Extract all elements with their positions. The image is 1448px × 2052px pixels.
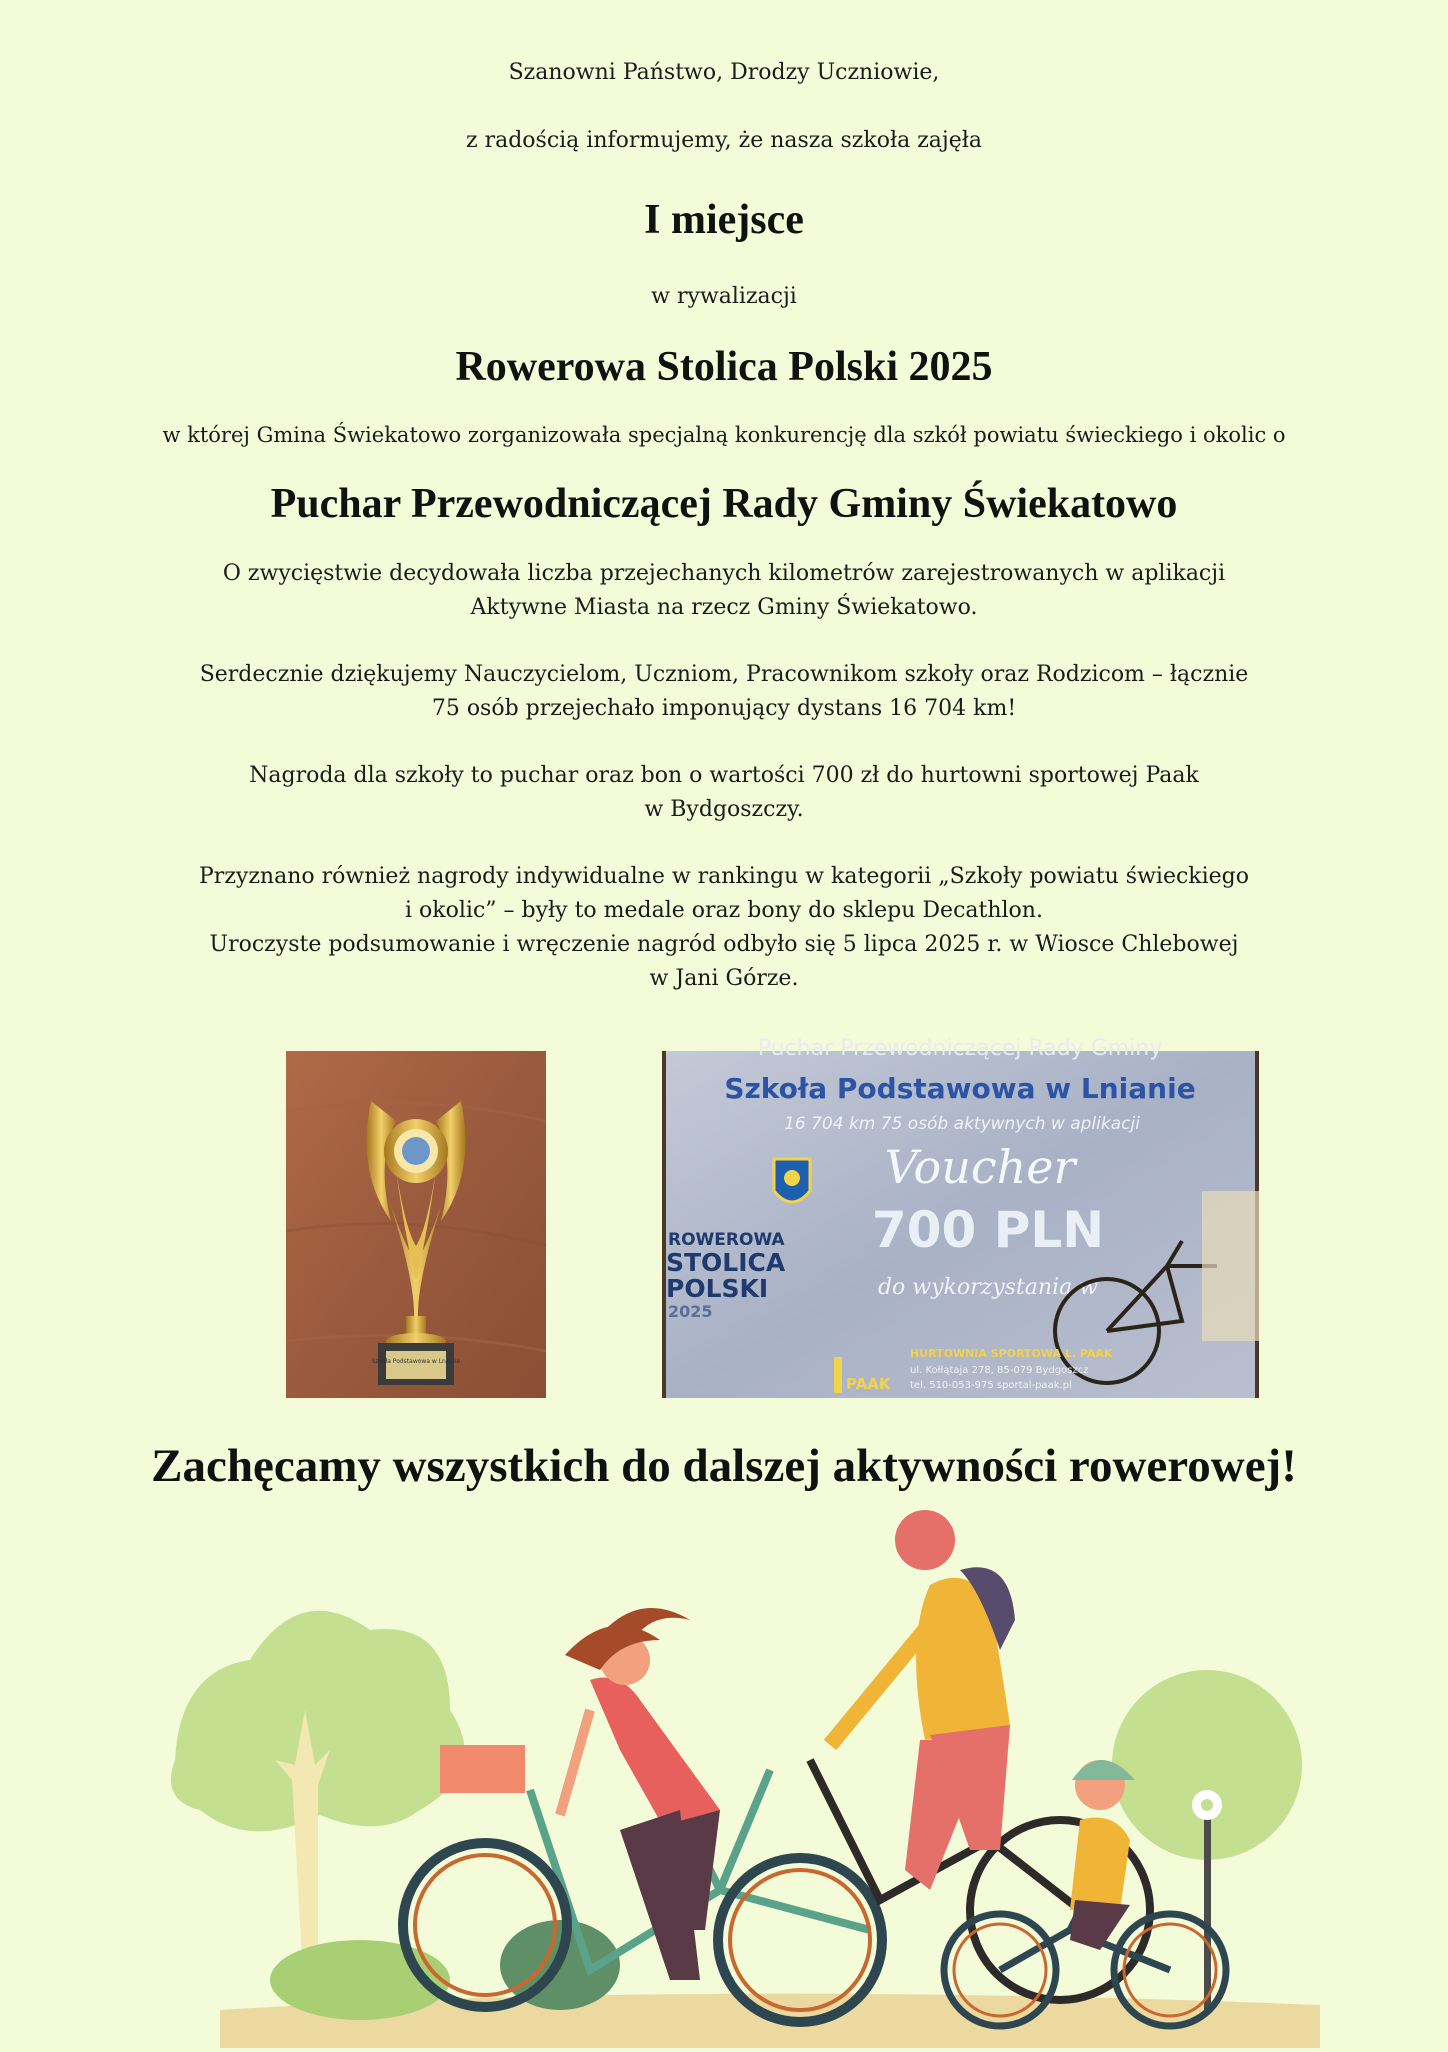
paragraph-4-line-2: i okolic” – były to medale oraz bony do sklepu Decathlon. (405, 898, 1043, 923)
man-cyclist (830, 1510, 1015, 1890)
voucher-photo (662, 1036, 1259, 1398)
brand-line-1: ROWEROWA (668, 1230, 785, 1250)
paragraph-2-line-2: 75 osób przejechało imponujący dystans 16 704 km! (431, 696, 1017, 721)
voucher-image (662, 1036, 1259, 1398)
voucher-top-text: Puchar Przewodniczącej Rady Gminy (757, 1036, 1163, 1061)
trophy-image (286, 1051, 546, 1398)
trophy-photo (286, 1051, 546, 1398)
paragraph-5-line-2: w Jani Górze. (649, 966, 799, 991)
voucher-usage-text: do wykorzystania w (877, 1275, 1099, 1300)
voucher-address-text: ul. Kołłątaja 278, 85-079 Bydgoszcz (910, 1365, 1089, 1376)
cycling-illustration (0, 1510, 1448, 2048)
competition-title: Rowerowa Stolica Polski 2025 (455, 344, 993, 390)
brand-line-3: POLSKI (666, 1274, 769, 1303)
paragraph-5-line-1: Uroczyste podsumowanie i wręczenie nagród odbyło się 5 lipca 2025 r. w Wiosce Chlebowej (209, 932, 1239, 957)
paragraph-2-line-1: Serdecznie dziękujemy Nauczycielom, Uczniom, Pracownikom szkoły oraz Rodzicom – łącznie (199, 662, 1249, 687)
paragraph-1-line-2: Aktywne Miasta na rzecz Gminy Świekatowo. (470, 595, 978, 620)
brand-line-4: 2025 (668, 1302, 713, 1321)
voucher-school-text: Szkoła Podstawowa w Lnianie (724, 1072, 1196, 1105)
paragraph-4-line-1: Przyznano również nagrody indywidualne w rankingu w kategorii „Szkoły powiatu świeckiego (199, 864, 1249, 889)
organizer-text: w której Gmina Świekatowo zorganizowała specjalną konkurencję dla szkół powiatu świeckiego i okolic o (162, 423, 1286, 447)
paragraph-3-line-1: Nagroda dla szkoły to puchar oraz bon o wartości 700 zł do hurtowni sportowej Paak (249, 763, 1199, 788)
voucher-shop-text: HURTOWNIA SPORTOWA L. PAAK (910, 1347, 1113, 1360)
voucher-stats-text: 16 704 km 75 osób aktywnych w aplikacji (784, 1114, 1140, 1134)
paragraph-3-line-2: w Bydgoszczy. (644, 797, 804, 822)
family-cycling-illustration (0, 1510, 1448, 2048)
voucher-phone-text: tel. 510-053-975 sportal-paak.pl (910, 1380, 1072, 1391)
voucher-logo-text: PAAK (846, 1375, 891, 1393)
intro-text: z radością informujemy, że nasza szkoła zajęła (465, 128, 982, 153)
voucher-amount-text: 700 PLN (871, 1201, 1105, 1259)
brand-line-2: STOLICA (666, 1248, 786, 1277)
closing-headline: Zachęcamy wszystkich do dalszej aktywności rowerowej! (151, 1440, 1297, 1492)
paragraph-1-line-1: O zwycięstwie decydowała liczba przejechanych kilometrów zarejestrowanych w aplikacji (222, 561, 1226, 586)
plaque-text: Szkoła Podstawowa w Lnianie (371, 1358, 461, 1365)
greeting: Szanowni Państwo, Drodzy Uczniowie, (508, 60, 940, 85)
voucher-title-text: Voucher (884, 1140, 1076, 1194)
cup-title: Puchar Przewodniczącej Rady Gminy Świekatowo (270, 481, 1178, 527)
competition-intro: w rywalizacji (651, 284, 797, 309)
place-heading: I miejsce (644, 197, 804, 243)
